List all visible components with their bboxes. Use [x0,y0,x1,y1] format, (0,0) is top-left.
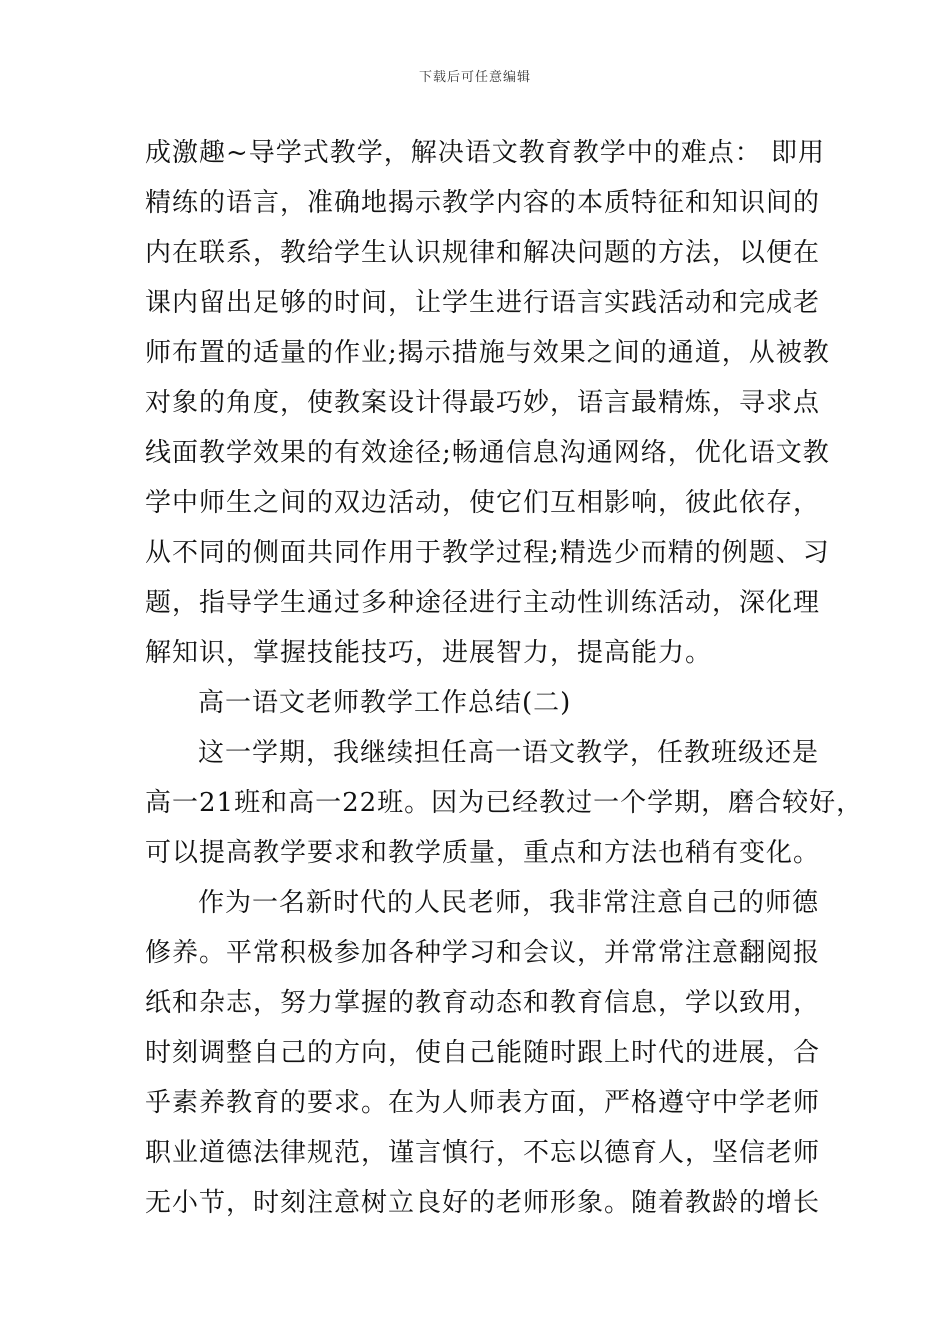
text-line: 师布置的适量的作业;揭示措施与效果之间的通道，从被教 [145,338,830,368]
text-line: 这一学期，我继续担任高一语文教学，任教班级还是 [198,738,820,768]
text-line: 从不同的侧面共同作用于教学过程;精选少而精的例题、习 [145,538,830,568]
text-line: 无小节，时刻注意树立良好的老师形象。随着教龄的增长 [145,1188,821,1218]
text-line: 解知识，掌握技能技巧，进展智力，提高能力。 [145,638,713,668]
document-body [145,128,864,1228]
text-line: 课内留出足够的时间，让学生进行语言实践活动和完成老 [145,288,821,318]
text-line: 成激趣~导学式教学，解决语文教育教学中的难点： 即用 [145,138,826,168]
text-line: 可以提高教学要求和教学质量，重点和方法也稍有变化。 [145,838,821,868]
text-line: 高一21班和高一22班。因为已经教过一个学期，磨合较好， [145,788,864,818]
text-line: 职业道德法律规范，谨言慎行，不忘以德育人，坚信老师 [145,1138,821,1168]
text-line: 修养。平常积极参加各种学习和会议，并常常注意翻阅报 [145,938,821,968]
text-line: 纸和杂志，努力掌握的教育动态和教育信息，学以致用， [145,988,821,1018]
text-line: 作为一名新时代的人民老师，我非常注意自己的师德 [198,888,820,918]
text-line: 乎素养教育的要求。在为人师表方面，严格遵守中学老师 [145,1088,821,1118]
page-header: 下载后可任意编辑 [418,70,531,85]
text-line: 时刻调整自己的方向，使自己能随时跟上时代的进展，合 [145,1038,821,1068]
text-line: 学中师生之间的双边活动，使它们互相影响，彼此依存， [145,488,821,518]
text-line: 内在联系，教给学生认识规律和解决问题的方法，以便在 [145,238,821,268]
text-line: 对象的角度，使教案设计得最巧妙，语言最精炼，寻求点 [145,388,821,418]
section-heading: 高一语文老师教学工作总结(二) [198,688,572,718]
text-line: 精练的语言，准确地揭示教学内容的本质特征和知识间的 [145,188,821,218]
text-line: 题，指导学生通过多种途径进行主动性训练活动，深化理 [145,588,821,618]
text-line: 线面教学效果的有效途径;畅通信息沟通网络，优化语文教 [145,438,830,468]
